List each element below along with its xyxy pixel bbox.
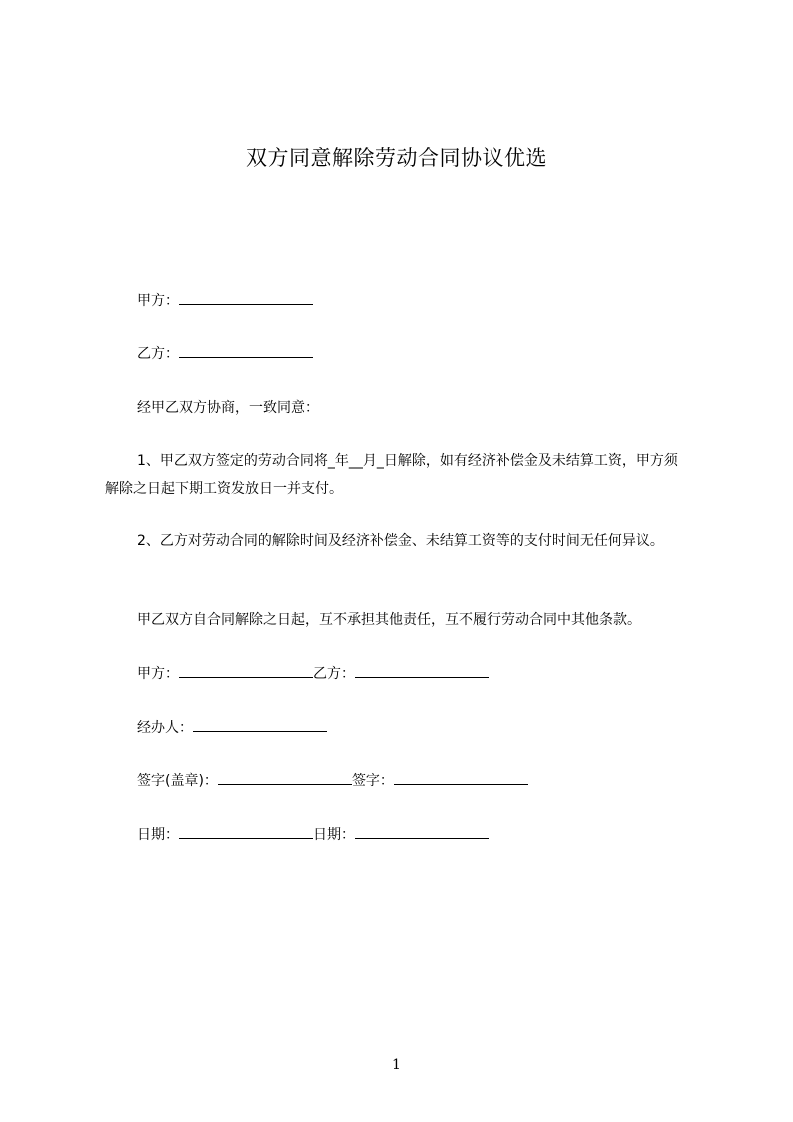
agent-label: 经办人：	[137, 720, 193, 736]
party-a-line	[137, 289, 313, 313]
page-number: 1	[392, 1057, 401, 1073]
clause-1-text: 1、甲乙双方签定的劳动合同将_年__月_日解除，如有经济补偿金及未结算工资，甲方须解除之日起下期工资发放日一并支付。	[105, 453, 678, 497]
signature-blank	[394, 769, 528, 785]
date-line	[137, 823, 489, 847]
party-b-line	[137, 342, 313, 366]
signature-party-line	[137, 662, 489, 686]
party-b-label: 乙方：	[137, 346, 179, 362]
signature-label: 签字：	[351, 773, 394, 789]
date-b-blank	[355, 823, 489, 839]
seal-signature-blank	[218, 769, 352, 785]
seal-signature-label: 签字(盖章)：	[137, 773, 218, 789]
agent-blank	[193, 716, 327, 732]
date-label-b: 日期：	[313, 827, 355, 843]
clause-2-text: 2、乙方对劳动合同的解除时间及经济补偿金、未结算工资等的支付时间无任何异议。	[137, 533, 664, 549]
date-a-blank	[179, 823, 313, 839]
agent-line	[137, 716, 327, 740]
signature-line	[137, 769, 528, 793]
sign-party-a-label: 甲方：	[137, 666, 179, 682]
party-a-label: 甲方：	[137, 293, 179, 309]
sign-party-b-label: 乙方：	[313, 666, 355, 682]
party-b-blank	[179, 342, 313, 358]
sign-party-a-blank	[179, 662, 313, 678]
party-a-blank	[179, 289, 313, 305]
document-title: 双方同意解除劳动合同协议优选	[246, 146, 547, 170]
intro-text: 经甲乙双方协商，一致同意：	[137, 400, 319, 416]
date-label-a: 日期：	[137, 827, 179, 843]
sign-party-b-blank	[355, 662, 489, 678]
closing-text: 甲乙双方自合同解除之日起，互不承担其他责任，互不履行劳动合同中其他条款。	[137, 612, 641, 628]
